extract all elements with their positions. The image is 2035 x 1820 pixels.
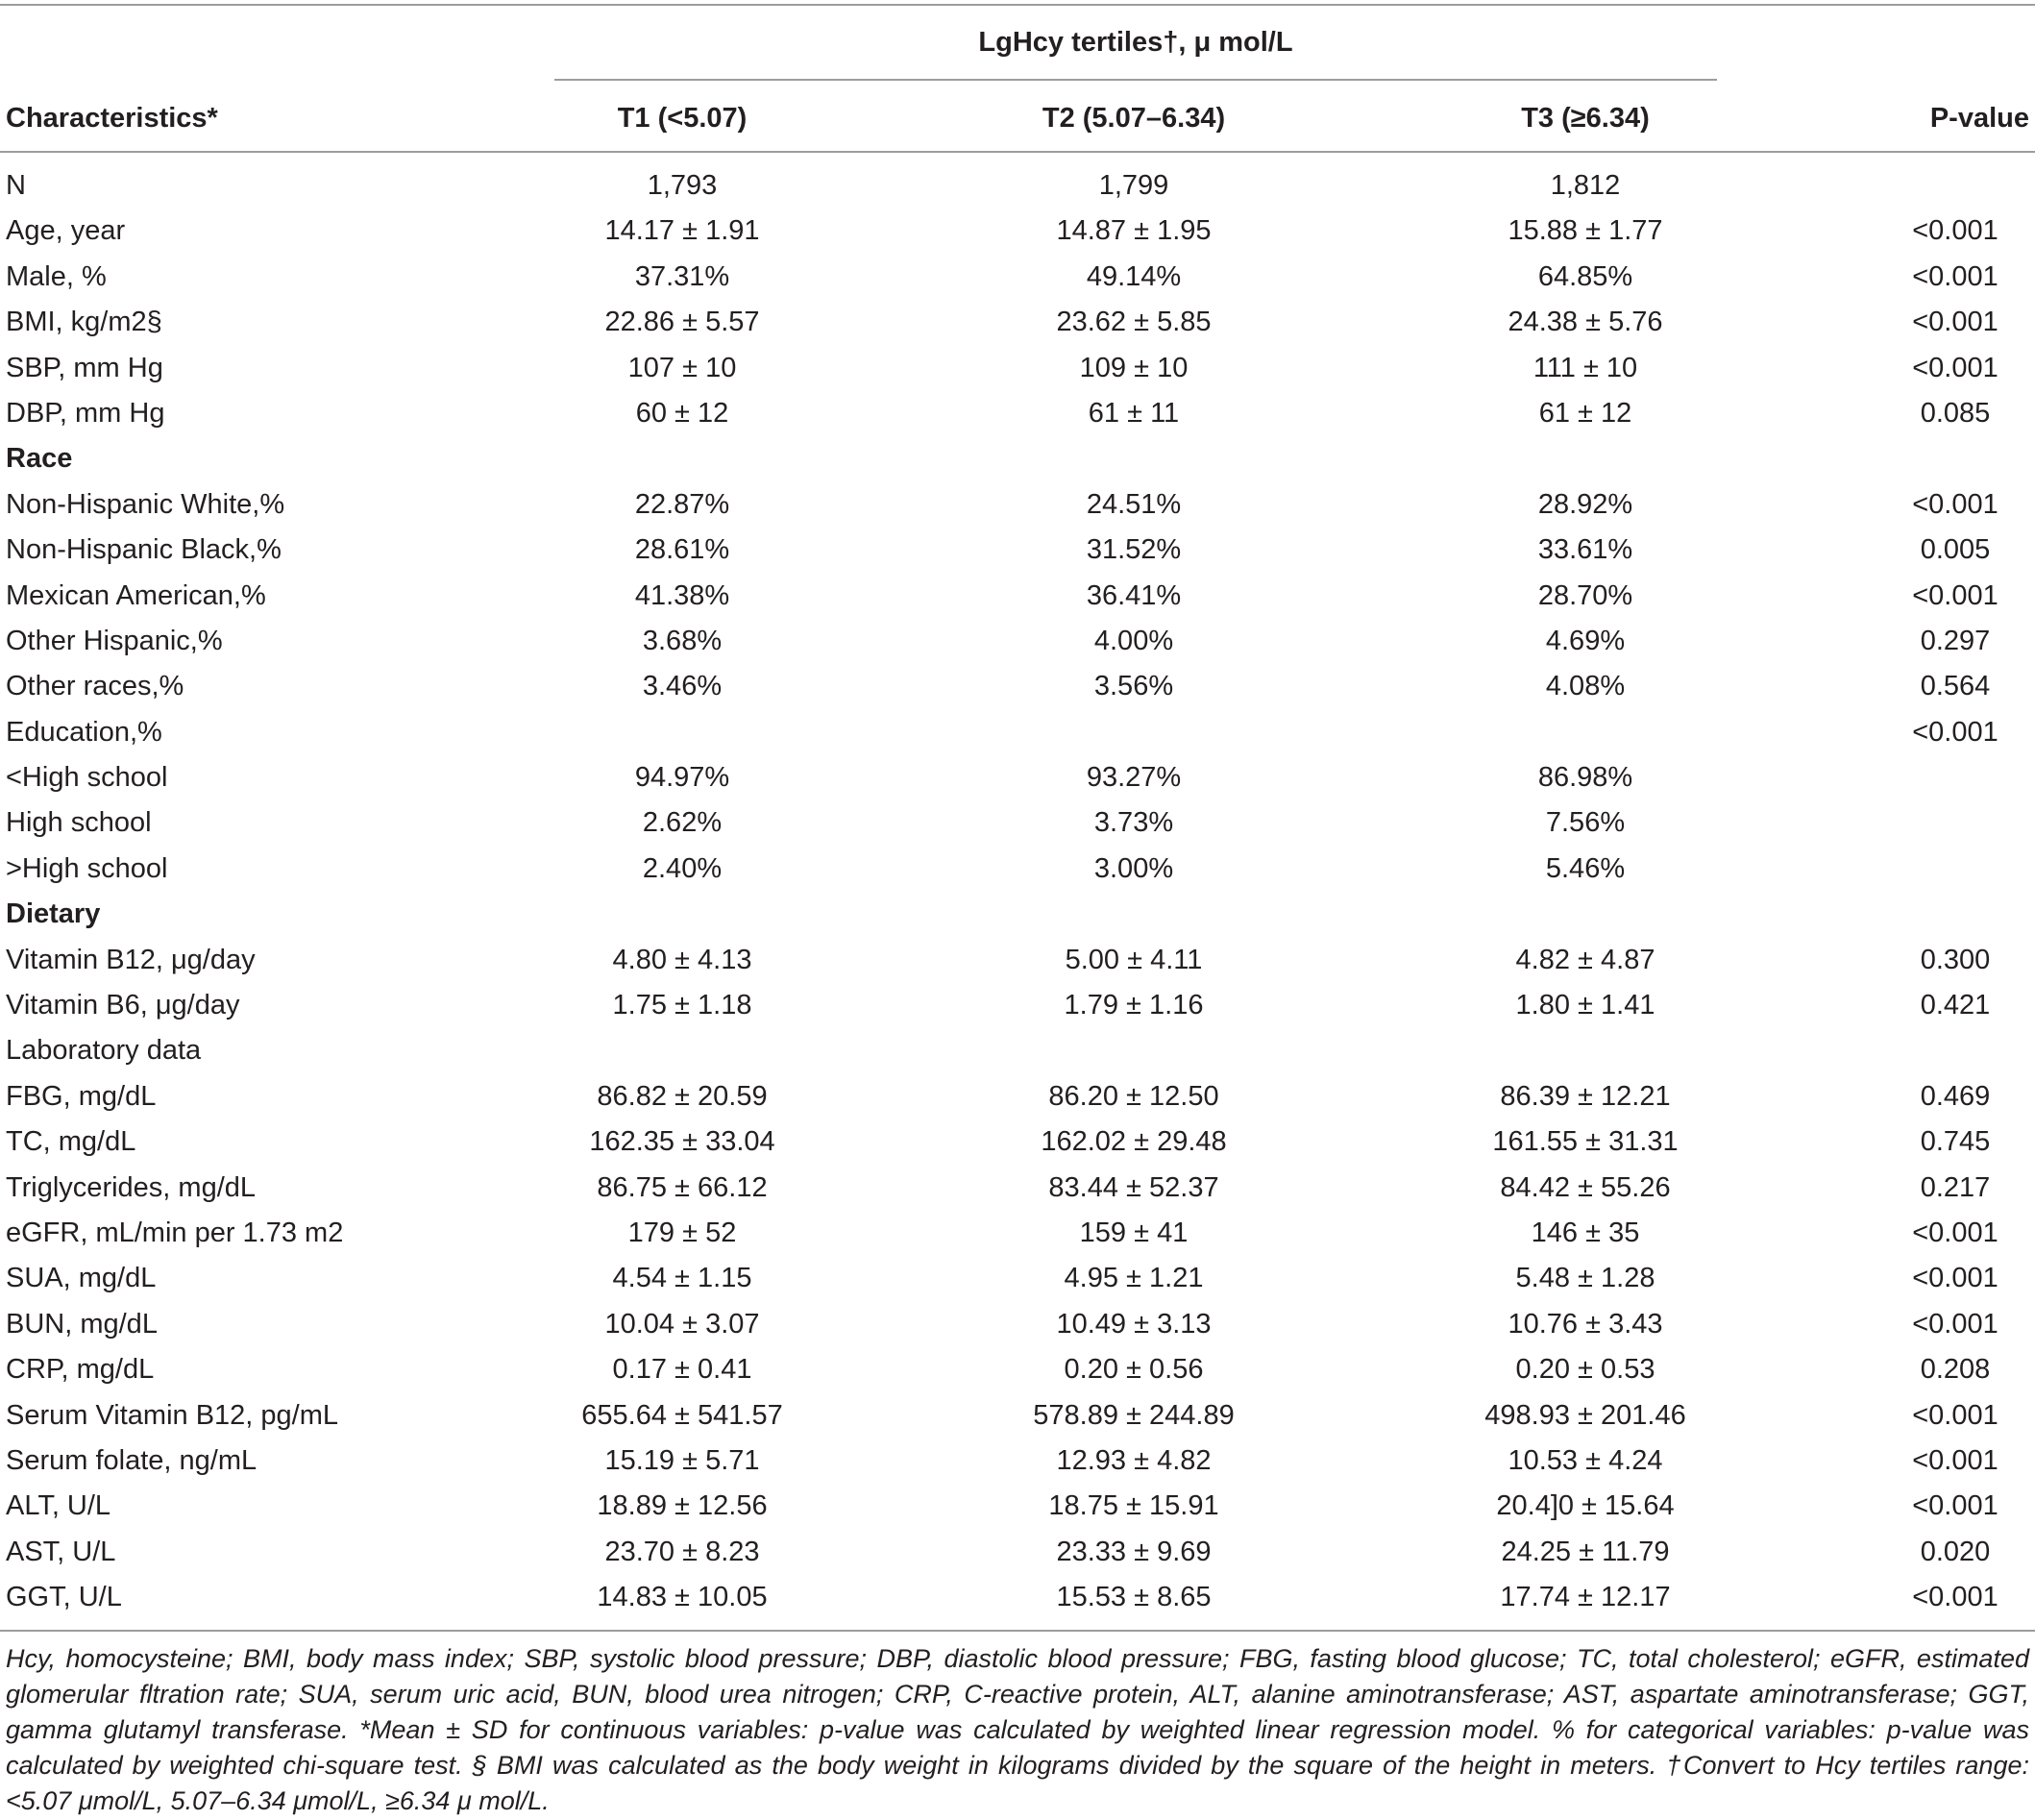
table-row — [0, 255, 2035, 300]
cell-t2: 24.51% — [1086, 488, 1182, 520]
cell-t1: 86.75 ± 66.12 — [597, 1171, 768, 1203]
table-row — [0, 983, 2035, 1028]
cell-p-value: <0.001 — [1912, 1399, 1998, 1431]
table-row — [0, 619, 2035, 664]
table-footnote: Hcy, homocysteine; BMI, body mass index; SBP, systolic blood pressure; DBP, diastolic blood pressure; FBG, fasting blood glucose; TC, total cholesterol; eGFR, estimated glomerular fltration rate; SUA, serum uric acid, BUN, blood urea nitrogen; CRP, C-reactive protein, ALT, alanine aminotransferase; AST, aspartate aminotransferase; GGT, gamma glutamyl transferase. *Mean ± SD for continuous variables: p-value was calculated by weighted linear regression model. % for categorical variables: p-value was calculated by weighted chi-square test. § BMI was calculated as the body weight in kilograms divided by the square of the height in meters. †Convert to Hcy tertiles range: <5.07 μmol/L, 5.07–6.34 μmol/L, ≥6.34 μ mol/L. — [6, 1644, 2029, 1815]
cell-p-value — [1883, 163, 2027, 209]
cell-t2: 159 ± 41 — [1079, 1217, 1189, 1248]
table-row — [0, 163, 2035, 209]
cell-p-value: 0.469 — [1920, 1080, 1991, 1112]
cell-p-value: 0.208 — [1920, 1354, 1991, 1386]
cell-t3: 86.98% — [1537, 762, 1633, 794]
header-characteristics: Characteristics* — [6, 103, 218, 134]
cell-p-value: 0.020 — [1920, 1536, 1991, 1567]
cell-t1: 3.68% — [642, 625, 723, 656]
row-label: FBG, mg/dL — [6, 1080, 157, 1112]
cell-t2: 1,799 — [1098, 170, 1169, 201]
table-row — [0, 755, 2035, 800]
cell-p-value: <0.001 — [1912, 307, 1998, 338]
cell-p-value: <0.001 — [1912, 352, 1998, 383]
table-row — [0, 938, 2035, 983]
cell-t1: 1.75 ± 1.18 — [612, 990, 752, 1021]
cell-t3: 28.92% — [1537, 488, 1633, 520]
cell-p-value: 0.005 — [1920, 534, 1991, 566]
cell-t2: 4.95 ± 1.21 — [1064, 1263, 1204, 1294]
row-label: Age, year — [6, 215, 126, 247]
cell-t3: 64.85% — [1537, 260, 1633, 292]
cell-t2: 83.44 ± 52.37 — [1048, 1171, 1219, 1203]
row-label: Mexican American,% — [6, 579, 266, 611]
row-label: BMI, kg/m2§ — [6, 307, 162, 338]
cell-t2: 3.00% — [1093, 852, 1174, 884]
cell-p-value: 0.300 — [1920, 944, 1991, 975]
top-rule — [0, 4, 2035, 6]
cell-t2: 61 ± 11 — [1088, 397, 1180, 429]
cell-p-value — [1883, 892, 2027, 937]
row-label: Other races,% — [6, 671, 184, 702]
cell-t3: 24.25 ± 11.79 — [1501, 1536, 1670, 1567]
table-row — [0, 1211, 2035, 1256]
cell-p-value: <0.001 — [1912, 1308, 1998, 1340]
cell-t2: 578.89 ± 244.89 — [1033, 1399, 1235, 1431]
header-t1: T1 (<5.07) — [617, 103, 748, 134]
cell-t3: 0.20 ± 0.53 — [1515, 1354, 1655, 1386]
cell-t3: 4.82 ± 4.87 — [1515, 944, 1655, 975]
table-row — [0, 1575, 2035, 1620]
cell-p-value — [1883, 800, 2027, 846]
table-row — [0, 528, 2035, 573]
cell-t1: 162.35 ± 33.04 — [589, 1126, 775, 1158]
row-label: >High school — [6, 852, 168, 884]
row-label: GGT, U/L — [6, 1582, 122, 1613]
row-label: SBP, mm Hg — [6, 352, 163, 383]
cell-t3: 86.39 ± 12.21 — [1500, 1080, 1671, 1112]
row-label: TC, mg/dL — [6, 1126, 136, 1158]
cell-t2: 5.00 ± 4.11 — [1065, 944, 1203, 975]
table-row — [0, 1530, 2035, 1575]
cell-t2: 109 ± 10 — [1079, 352, 1189, 383]
cell-t3 — [1393, 710, 1778, 755]
cell-t2: 49.14% — [1086, 260, 1182, 292]
cell-p-value: <0.001 — [1912, 579, 1998, 611]
cell-t3: 20.4]0 ± 15.64 — [1496, 1490, 1675, 1522]
cell-t3: 7.56% — [1545, 807, 1626, 839]
cell-p-value: <0.001 — [1912, 1582, 1998, 1613]
row-label: Non-Hispanic White,% — [6, 488, 285, 520]
cell-t1 — [490, 892, 874, 937]
section-row — [0, 892, 2035, 937]
cell-t3: 15.88 ± 1.77 — [1508, 215, 1663, 247]
cell-p-value — [1883, 1028, 2027, 1073]
cell-t3: 161.55 ± 31.31 — [1492, 1126, 1679, 1158]
tertiles-spanner-header: LgHcy tertiles†, μ mol/L — [978, 27, 1293, 58]
table-row — [0, 300, 2035, 345]
cell-p-value: 0.297 — [1920, 625, 1991, 656]
cell-t2: 4.00% — [1093, 625, 1174, 656]
cell-t3 — [1393, 1028, 1778, 1073]
row-label: Other Hispanic,% — [6, 625, 223, 656]
table-row — [0, 209, 2035, 254]
table-body — [0, 163, 2035, 1621]
cell-t2 — [942, 892, 1326, 937]
cell-p-value — [1883, 847, 2027, 892]
cell-p-value: 0.745 — [1920, 1126, 1991, 1158]
cell-t3: 4.08% — [1545, 671, 1626, 702]
table-row — [0, 1347, 2035, 1392]
column-header-row — [0, 94, 2035, 142]
cell-t1: 22.86 ± 5.57 — [604, 307, 760, 338]
table-row — [0, 391, 2035, 436]
cell-t3: 4.69% — [1545, 625, 1626, 656]
row-label: BUN, mg/dL — [6, 1308, 158, 1340]
cell-p-value: <0.001 — [1912, 488, 1998, 520]
table-row — [0, 1484, 2035, 1529]
cell-t2 — [942, 710, 1326, 755]
cell-t3: 1.80 ± 1.41 — [1515, 990, 1655, 1021]
cell-t1 — [490, 710, 874, 755]
cell-t1: 3.46% — [642, 671, 723, 702]
table-row — [0, 800, 2035, 846]
table-row — [0, 482, 2035, 528]
cell-p-value: <0.001 — [1912, 215, 1998, 247]
cell-t3: 10.76 ± 3.43 — [1508, 1308, 1663, 1340]
section-label: Race — [6, 443, 73, 475]
bottom-rule — [0, 1630, 2035, 1632]
row-label: CRP, mg/dL — [6, 1354, 155, 1386]
cell-t1: 18.89 ± 12.56 — [597, 1490, 768, 1522]
row-label: Serum Vitamin B12, pg/mL — [6, 1399, 339, 1431]
row-label: DBP, mm Hg — [6, 397, 165, 429]
cell-t1: 23.70 ± 8.23 — [604, 1536, 760, 1567]
cell-p-value: <0.001 — [1912, 260, 1998, 292]
cell-t1: 37.31% — [634, 260, 730, 292]
row-label: Laboratory data — [6, 1035, 202, 1067]
cell-p-value: <0.001 — [1912, 1217, 1998, 1248]
cell-t3: 24.38 ± 5.76 — [1508, 307, 1663, 338]
cell-t1: 2.40% — [642, 852, 723, 884]
cell-t2: 18.75 ± 15.91 — [1048, 1490, 1219, 1522]
cell-t1: 94.97% — [634, 762, 730, 794]
cell-p-value: 0.217 — [1920, 1171, 1991, 1203]
cell-t1: 86.82 ± 20.59 — [597, 1080, 768, 1112]
table-row — [0, 1302, 2035, 1347]
cell-t1: 179 ± 52 — [627, 1217, 737, 1248]
row-label: High school — [6, 807, 152, 839]
cell-t1: 14.17 ± 1.91 — [604, 215, 760, 247]
cell-t2: 3.73% — [1093, 807, 1174, 839]
cell-t2: 0.20 ± 0.56 — [1064, 1354, 1204, 1386]
cell-t3: 28.70% — [1537, 579, 1633, 611]
cell-t2: 31.52% — [1086, 534, 1182, 566]
header-t2: T2 (5.07–6.34) — [1042, 103, 1226, 134]
row-label: Vitamin B6, μg/day — [6, 990, 240, 1021]
table-row — [0, 1439, 2035, 1484]
cell-t3: 5.48 ± 1.28 — [1515, 1263, 1655, 1294]
row-label: Male, % — [6, 260, 107, 292]
cell-p-value: <0.001 — [1912, 1444, 1998, 1476]
cell-t2: 1.79 ± 1.16 — [1064, 990, 1204, 1021]
cell-p-value — [1883, 436, 2027, 481]
cell-t2 — [942, 436, 1326, 481]
cell-t2: 23.33 ± 9.69 — [1056, 1536, 1212, 1567]
cell-t2: 36.41% — [1086, 579, 1182, 611]
cell-t2: 12.93 ± 4.82 — [1056, 1444, 1212, 1476]
cell-t3: 5.46% — [1545, 852, 1626, 884]
table-row — [0, 346, 2035, 391]
cell-p-value: 0.564 — [1920, 671, 1991, 702]
row-label: ALT, U/L — [6, 1490, 111, 1522]
cell-t1: 2.62% — [642, 807, 723, 839]
cell-t3 — [1393, 892, 1778, 937]
table-row — [0, 847, 2035, 892]
cell-t2: 162.02 ± 29.48 — [1041, 1126, 1227, 1158]
cell-t1: 1,793 — [647, 170, 718, 201]
table-row — [0, 1166, 2035, 1211]
table-row — [0, 1074, 2035, 1119]
row-label: <High school — [6, 762, 168, 794]
cell-t1: 4.80 ± 4.13 — [612, 944, 752, 975]
spanner-underline — [554, 79, 1717, 81]
cell-t2: 93.27% — [1086, 762, 1182, 794]
cell-t1: 10.04 ± 3.07 — [604, 1308, 760, 1340]
table-row — [0, 710, 2035, 755]
cell-p-value: 0.085 — [1920, 397, 1991, 429]
cell-t2: 3.56% — [1093, 671, 1174, 702]
cell-p-value: <0.001 — [1912, 1263, 1998, 1294]
section-row — [0, 436, 2035, 481]
table-row — [0, 664, 2035, 709]
header-p-value: P-value — [1929, 103, 2029, 134]
table-row — [0, 1393, 2035, 1439]
table-row — [0, 1256, 2035, 1301]
row-label: Triglycerides, mg/dL — [6, 1171, 257, 1203]
header-t3: T3 (≥6.34) — [1521, 103, 1650, 134]
cell-t1: 28.61% — [634, 534, 730, 566]
row-label: Non-Hispanic Black,% — [6, 534, 282, 566]
section-label: Dietary — [6, 898, 101, 930]
cell-t3: 10.53 ± 4.24 — [1508, 1444, 1663, 1476]
cell-t3: 17.74 ± 12.17 — [1500, 1582, 1671, 1613]
cell-t3: 61 ± 12 — [1538, 397, 1632, 429]
cell-t3: 498.93 ± 201.46 — [1484, 1399, 1686, 1431]
cell-t1: 22.87% — [634, 488, 730, 520]
cell-t1: 60 ± 12 — [635, 397, 729, 429]
row-label: Vitamin B12, μg/day — [6, 944, 256, 975]
row-label: N — [6, 170, 26, 201]
cell-t2: 10.49 ± 3.13 — [1056, 1308, 1212, 1340]
cell-t1: 4.54 ± 1.15 — [612, 1263, 752, 1294]
cell-t1: 0.17 ± 0.41 — [612, 1354, 752, 1386]
cell-t3: 84.42 ± 55.26 — [1500, 1171, 1671, 1203]
cell-p-value: 0.421 — [1920, 990, 1991, 1021]
cell-t3: 111 ± 10 — [1532, 352, 1638, 383]
cell-p-value: <0.001 — [1912, 1490, 1998, 1522]
cell-t3: 1,812 — [1550, 170, 1621, 201]
cell-t2: 23.62 ± 5.85 — [1056, 307, 1212, 338]
cell-t1: 14.83 ± 10.05 — [597, 1582, 768, 1613]
cell-t1: 107 ± 10 — [627, 352, 737, 383]
row-label: AST, U/L — [6, 1536, 116, 1567]
cell-t1 — [490, 1028, 874, 1073]
table-row — [0, 1028, 2035, 1073]
row-label: Education,% — [6, 716, 162, 748]
cell-t3 — [1393, 436, 1778, 481]
cell-t1 — [490, 436, 874, 481]
header-rule — [0, 151, 2035, 153]
cell-t1: 15.19 ± 5.71 — [604, 1444, 760, 1476]
cell-t3: 33.61% — [1537, 534, 1633, 566]
cell-p-value — [1883, 755, 2027, 800]
row-label: Serum folate, ng/mL — [6, 1444, 257, 1476]
cell-t2 — [942, 1028, 1326, 1073]
cell-t2: 14.87 ± 1.95 — [1056, 215, 1212, 247]
cell-t1: 41.38% — [634, 579, 730, 611]
cell-p-value: <0.001 — [1912, 716, 1998, 748]
cell-t2: 86.20 ± 12.50 — [1048, 1080, 1219, 1112]
table-row — [0, 1119, 2035, 1165]
row-label: eGFR, mL/min per 1.73 m2 — [6, 1217, 344, 1248]
table-row — [0, 574, 2035, 619]
cell-t3: 146 ± 35 — [1531, 1217, 1640, 1248]
cell-t2: 15.53 ± 8.65 — [1056, 1582, 1212, 1613]
row-label: SUA, mg/dL — [6, 1263, 157, 1294]
cell-t1: 655.64 ± 541.57 — [581, 1399, 783, 1431]
